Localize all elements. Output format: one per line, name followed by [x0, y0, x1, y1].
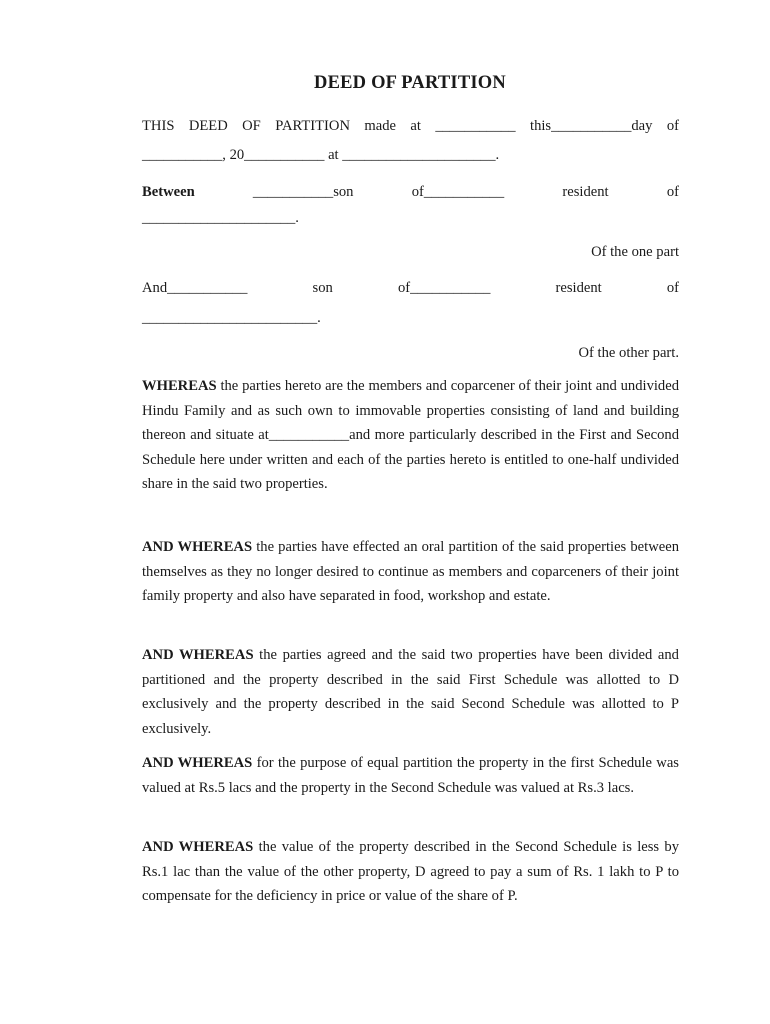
document-title: DEED OF PARTITION — [314, 73, 506, 93]
between-of-blank: of___________ — [411, 184, 505, 200]
paragraph-body: the parties hereto are the members and coparcener of their joint and undivided Hindu Family and as such own to immovable properties consisting of land and building thereon and situate at___________and more particularly described in the First and Second Schedule here under written and each of the parties hereto is entitled to one-half undivided share in the said two properties. — [142, 378, 679, 493]
paragraph-whereas-3 — [142, 643, 679, 741]
other-part-label: Of the other part. — [578, 345, 679, 361]
intro-line-1-text: THIS DEED OF PARTITION made at ___________ this___________day of — [142, 118, 679, 134]
intro-line-2: ___________, 20___________ at _____________________. — [142, 147, 500, 163]
between-son-blank: ___________son — [252, 184, 354, 200]
paragraph-body: the value of the property described in the Second Schedule is less by Rs.1 lac than the value of the other property, D agreed to pay a sum of Rs. 1 lakh to P to compensate for the deficiency in price or value of the share of P. — [142, 839, 679, 905]
intro-line-1 — [142, 116, 679, 136]
paragraph-whereas-1 — [142, 374, 679, 497]
paragraph-lead: AND WHEREAS — [142, 539, 253, 555]
paragraph-lead: AND WHEREAS — [142, 755, 253, 771]
and-label: And___________ — [142, 280, 248, 296]
paragraph-whereas-4 — [142, 751, 679, 800]
and-row — [142, 278, 679, 298]
paragraph-lead: AND WHEREAS — [142, 839, 254, 855]
between-resident: resident — [562, 184, 609, 200]
paragraph-whereas-2 — [142, 535, 679, 609]
between-label: Between — [142, 184, 195, 200]
paragraph-body: for the purpose of equal partition the property in the first Schedule was valued at Rs.5 lacs and the property in the Second Schedule was valued at Rs.3 lacs. — [142, 755, 679, 796]
one-part-label: Of the one part — [591, 244, 679, 260]
between-of-end: of — [666, 184, 679, 200]
paragraph-body: the parties have effected an oral partition of the said properties between themselves as they no longer desired to continue as members and coparceners of their joint family property and also have separated in food, workshop and estate. — [142, 539, 679, 605]
and-line-2: ________________________. — [142, 310, 321, 326]
paragraph-lead: AND WHEREAS — [142, 647, 254, 663]
paragraph-lead: WHEREAS — [142, 378, 217, 394]
and-of-end: of — [666, 280, 679, 296]
and-son: son — [312, 280, 333, 296]
between-line-2: _____________________. — [142, 210, 299, 226]
between-row — [142, 182, 679, 202]
paragraph-body: the parties agreed and the said two properties have been divided and partitioned and the property described in the said First Schedule was allotted to D exclusively and the property described in the said Second Schedule was allotted to P exclusively. — [142, 647, 679, 737]
paragraph-whereas-5 — [142, 835, 679, 909]
and-resident: resident — [555, 280, 602, 296]
and-of-blank: of___________ — [397, 280, 491, 296]
